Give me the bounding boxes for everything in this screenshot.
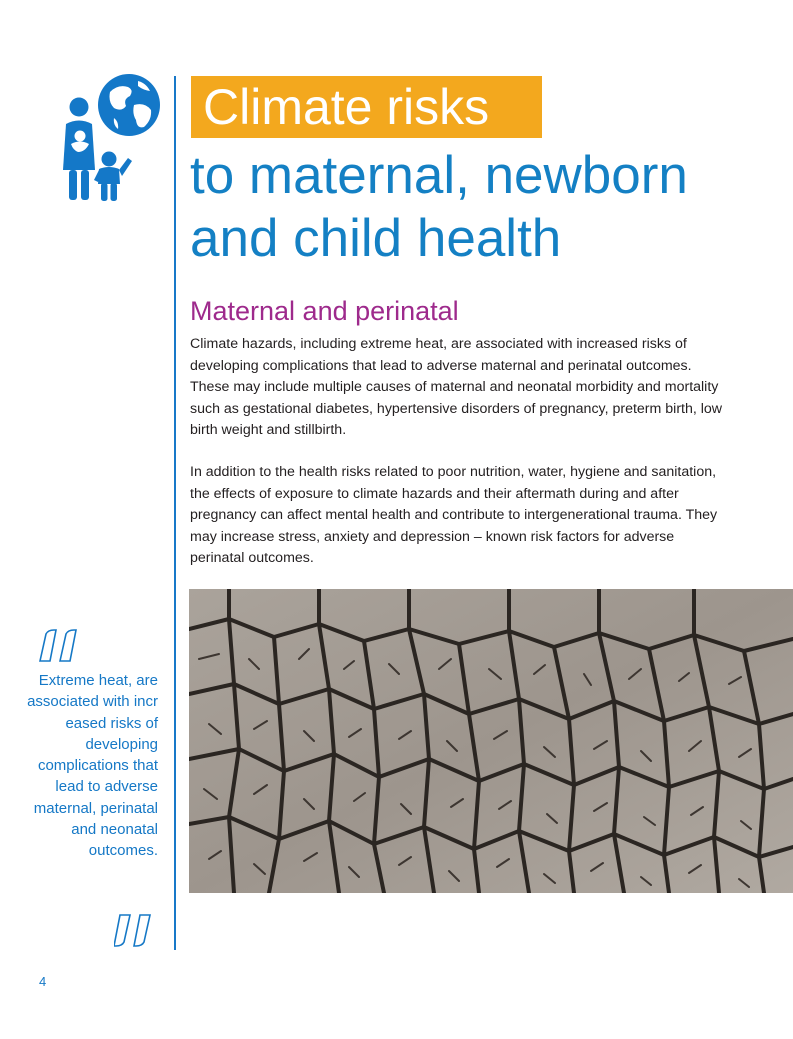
section-heading: Maternal and perinatal xyxy=(190,296,459,326)
body-paragraph: In addition to the health risks related to poor nutrition, water, hygiene and sanitation, the effects of exposure to climate hazards and their aftermath during and after pregnancy can affect mental health and contribute to intergenerational trauma. They may increase stress, anxiety and depression – known risk factors for adverse perinatal outcomes. xyxy=(190,464,718,566)
title-highlight-box xyxy=(191,76,542,138)
page-number: 4 xyxy=(39,974,47,989)
body-paragraph: Climate hazards, including extreme heat, are associated with increased risks of developing complications that lead to adverse maternal and perinatal outcomes. These may include multiple causes of maternal and neonatal morbidity and mortality such as gestational diabetes, hypertensive disorders of pregnancy, preterm birth, low birth weight and stillbirth. xyxy=(190,336,723,438)
open-quote-icon xyxy=(36,628,80,669)
close-quote-icon xyxy=(114,912,160,953)
cracked-earth-photo xyxy=(189,589,793,893)
pull-quote: Extreme heat, are associated with incr eased risks of developing complications that lead to adverse maternal, perinatal and neonatal outcomes. xyxy=(27,672,158,860)
vertical-rule xyxy=(174,76,176,950)
mother-child-globe-icon xyxy=(52,72,164,204)
page-title: to maternal, newborn and child health xyxy=(190,146,688,268)
title-highlight: Climate risks xyxy=(203,79,490,135)
